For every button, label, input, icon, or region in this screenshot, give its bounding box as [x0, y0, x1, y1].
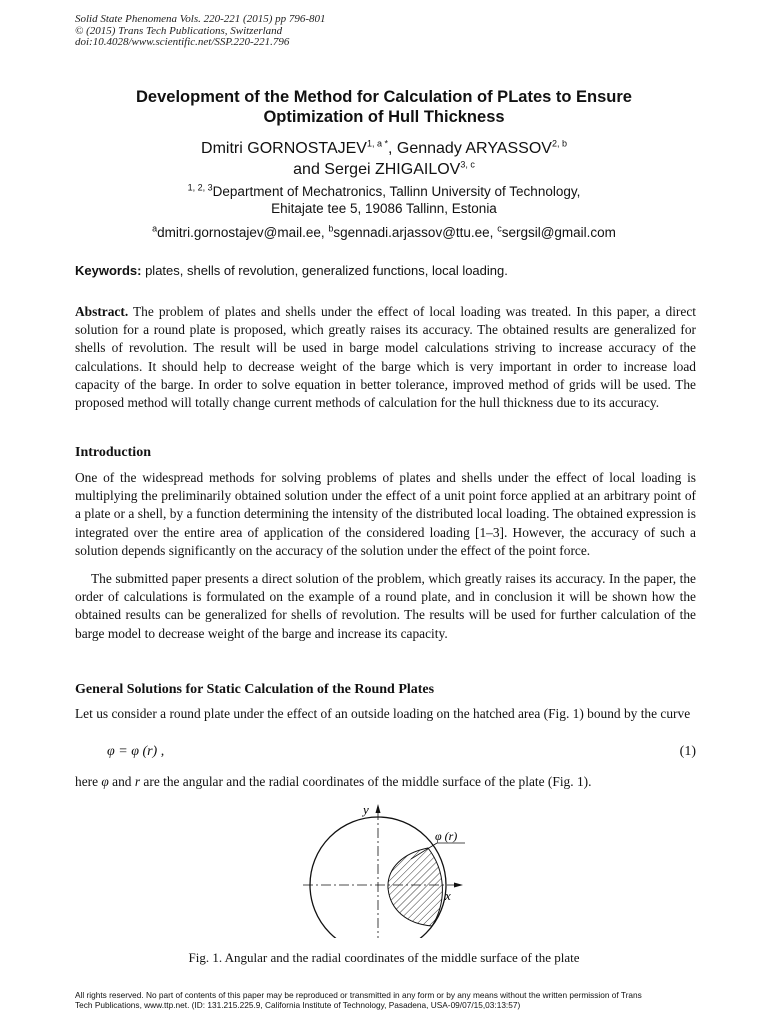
introduction-heading: Introduction	[75, 445, 151, 460]
y-axis-arrow	[376, 804, 381, 813]
general-paragraph-2	[75, 773, 696, 791]
figure-1	[295, 798, 475, 938]
author-2: , Gennady ARYASSOV	[387, 140, 552, 157]
author-list	[60, 138, 708, 180]
title-line-1: Development of the Method for Calculation of PLates to Ensure	[136, 88, 632, 106]
equation-1-formula: φ = φ (r) ,	[107, 744, 165, 759]
intro-paragraph-2-text: The submitted paper presents a direct solution of the problem, which greatly raises its accuracy. In the paper, the order of calculations is formulated on the example of a round plate, and in conclusion it will be shown how the obtained results can be generalized for shells of revolution. The results will be used for further calculation of the barge model to decrease weight of the barge and increase its capacity.	[75, 571, 696, 641]
journal-citation: Solid State Phenomena Vols. 220-221 (2015) pp 796-801	[75, 13, 326, 25]
p2-phi: φ	[101, 774, 109, 789]
affiliation	[60, 183, 708, 217]
email-b-sup: b	[328, 223, 334, 234]
title-line-2: Optimization of Hull Thickness	[263, 108, 505, 126]
journal-header	[75, 14, 326, 49]
doi-line: doi:10.4028/www.scientific.net/SSP.220-221.796	[75, 36, 290, 48]
equation-1-number: (1)	[679, 744, 696, 759]
intro-paragraph-2	[75, 570, 696, 643]
author-3: and Sergei ZHIGAILOV	[293, 161, 461, 178]
paper-title	[60, 87, 708, 127]
abstract-label: Abstract.	[75, 304, 129, 319]
author-emails	[60, 224, 708, 241]
affiliation-line-1	[60, 183, 708, 200]
affiliation-sup: 1, 2, 3	[187, 182, 213, 193]
x-axis-label: x	[445, 888, 451, 903]
p2-part-b: and	[108, 774, 135, 789]
copyright-footer	[75, 991, 715, 1010]
email-c-sup: c	[497, 223, 502, 234]
email-a: dmitri.gornostajev@mail.ee,	[157, 225, 329, 240]
email-c: sergsil@gmail.com	[501, 225, 616, 240]
author-2-sup: 2, b	[551, 138, 567, 149]
affiliation-address: Ehitajate tee 5, 19086 Tallinn, Estonia	[271, 201, 497, 216]
author-1: Dmitri GORNOSTAJEV	[201, 140, 367, 157]
intro-paragraph-1: One of the widespread methods for solving problems of plates and shells under the effect of local loading is multiplying the preliminarily obtained solution under the effect of a unit point force applied at an arbitrary point of a plate or a shell, by a function determining the intensity of the distributed local loading. The obtained expression is integrated over the entire area of application of the considered loading [1–3]. However, the accuracy of such a solution depends significantly on the accuracy of the solution under the effect of the point force.	[75, 470, 696, 558]
y-axis-label: y	[363, 802, 369, 817]
curve-label: φ (r)	[435, 829, 458, 843]
keywords	[75, 262, 695, 280]
affiliation-dept: Department of Mechatronics, Tallinn University of Technology,	[212, 184, 581, 199]
footer-line-2: Tech Publications, www.ttp.net. (ID: 131.215.225.9, California Institute of Technology, Pasadena, USA-09/07/15,03:13:57)	[75, 999, 521, 1010]
authors-line-1	[60, 138, 708, 159]
hatched-load-area	[388, 848, 442, 926]
author-1-sup: 1, a *	[366, 138, 388, 149]
keywords-text: plates, shells of revolution, generalized functions, local loading.	[141, 263, 508, 278]
general-solutions-heading: General Solutions for Static Calculation of the Round Plates	[75, 682, 435, 697]
copyright-line: © (2015) Trans Tech Publications, Switzerland	[75, 24, 283, 37]
p2-r: r	[134, 774, 141, 789]
keywords-label: Keywords:	[75, 263, 142, 278]
general-paragraph-1: Let us consider a round plate under the effect of an outside loading on the hatched area (Fig. 1) bound by the curve	[75, 706, 691, 721]
figure-1-caption: Fig. 1. Angular and the radial coordinates of the middle surface of the plate	[188, 950, 580, 965]
p2-part-c: are the angular and the radial coordinates of the middle surface of the plate (Fig. 1).	[140, 774, 592, 789]
email-b: sgennadi.arjassov@ttu.ee,	[333, 225, 498, 240]
abstract-text: The problem of plates and shells under the effect of local loading was treated. In this paper, a direct solution for a round plate is proposed, which greatly raises its accuracy. The obtained results are generalized for shells of revolution. The result will be used in barge model calculations striving to increase accuracy of the calculations. It should help to decrease weight of the barge which is very important in order to increase load capacity of the barge. In order to solve equation in better tolerance, improved method of grids will be used. The proposed method will totally change current methods of calculation for the hull thickness due to its accuracy.	[75, 304, 696, 411]
authors-line-2	[60, 159, 708, 180]
p2-part-a: here	[75, 774, 102, 789]
footer-line-1: All rights reserved. No part of contents of this paper may be reproduced or transmitted in any form or by any means without the written permission of Trans	[75, 990, 642, 1000]
x-axis-arrow	[454, 883, 463, 888]
author-3-sup: 3, c	[460, 159, 475, 170]
equation-1	[75, 744, 696, 764]
email-a-sup: a	[152, 223, 158, 234]
abstract	[75, 303, 696, 412]
